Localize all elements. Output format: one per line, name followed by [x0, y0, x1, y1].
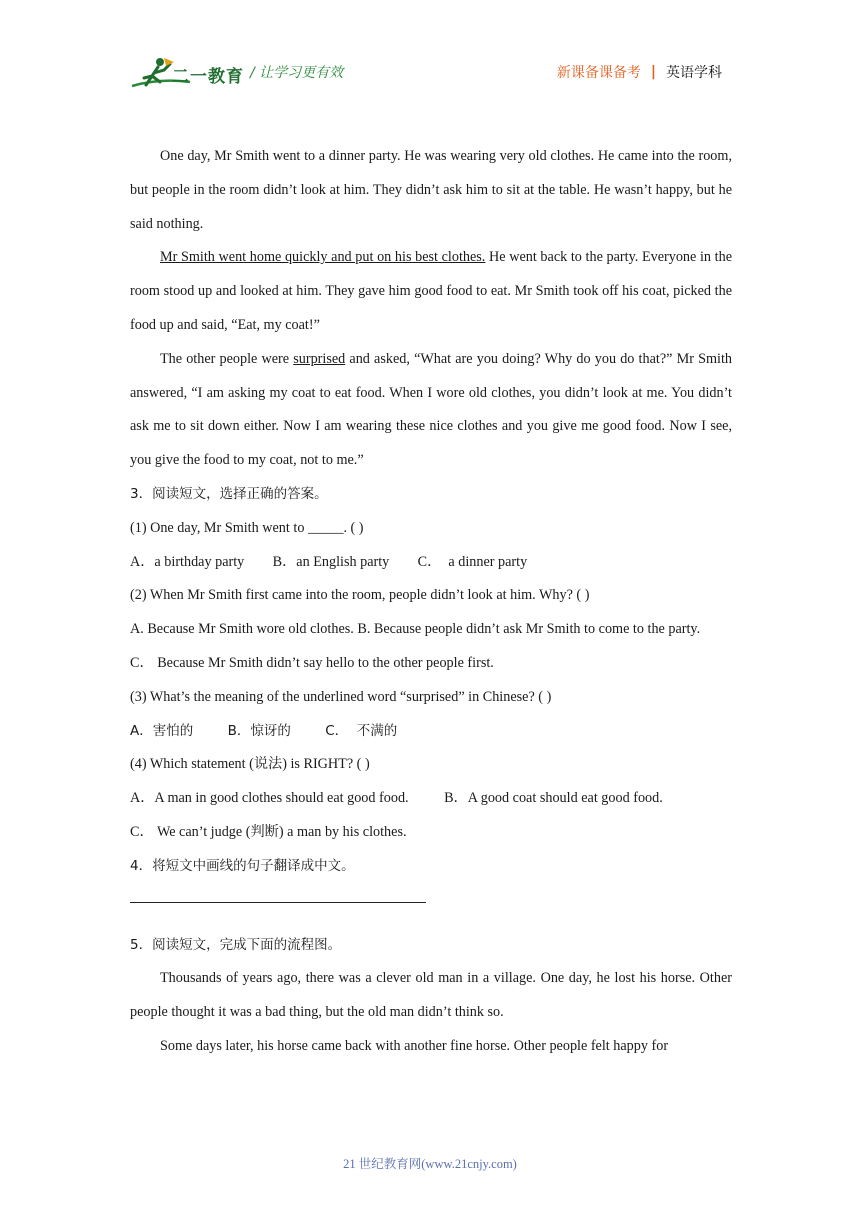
option-b: B．an English party: [272, 553, 390, 570]
slogan: / 让学习更有效: [250, 65, 344, 81]
question3-2-option-c: C． Because Mr Smith didn’t say hello to the other people first.: [130, 654, 494, 671]
page-footer: 21 世纪教育网(www.21cnjy.com): [343, 1157, 517, 1171]
header-course-label: 新课备课备考: [556, 65, 641, 81]
header-separator: |: [650, 64, 656, 80]
passage2-paragraph2: Some days later, his horse came back with another fine horse. Other people felt happy for: [160, 1037, 669, 1054]
option-c: C． a dinner party: [417, 553, 528, 570]
question3-3: (3) What’s the meaning of the underlined word “surprised” in Chinese? ( ): [130, 688, 552, 705]
document-body: [130, 140, 732, 1064]
option-b: B．惊讶的: [227, 722, 291, 739]
header-right: [557, 62, 722, 82]
paragraph2-rest: He went back to the party. Everyone in the room stood up and looked at him. They gave him good food to eat. Mr Smith took off his coat, picked the food up and said, “Eat, my coat!”: [130, 249, 732, 333]
option-a: A．A man in good clothes should eat good food.: [130, 790, 409, 807]
header-subject: 英语学科: [666, 65, 722, 81]
passage2-paragraph1: Thousands of years ago, there was a clever old man in a village. One day, he lost his horse. Other people thought it was a bad thing, but the old man didn’t think so.: [130, 970, 732, 1021]
paragraph3-end: and asked, “What are you doing? Why do you do that?” Mr Smith answered, “I am asking my coat to eat food. When I wore old clothes, you didn’t look at me. You didn’t ask me to sit down either. Now I am wearing these nice clothes and you give me good food. Now I see, you give the food to my coat, not to me.”: [130, 350, 732, 469]
underlined-sentence: Mr Smith went home quickly and put on his best clothes.: [160, 249, 486, 266]
question3-1: (1) One day, Mr Smith went to _____. ( ): [130, 519, 364, 536]
question5-title: 5．阅读短文，完成下面的流程图。: [130, 936, 342, 953]
option-b: B．A good coat should eat good food.: [444, 790, 663, 807]
question3-1-options: [130, 546, 732, 580]
passage1-paragraph2: [130, 241, 732, 342]
question3-4-option-c: C． We can’t judge (判断) a man by his clothes.: [130, 823, 407, 840]
option-a: A．害怕的: [130, 722, 194, 739]
question3-4: (4) Which statement (说法) is RIGHT? ( ): [130, 756, 370, 773]
passage1-paragraph1: One day, Mr Smith went to a dinner party. He was wearing very old clothes. He came into the room, but people in the room didn’t look at him. They didn’t ask him to sit at the table. He wasn’t happy, but he said nothing.: [130, 148, 732, 232]
page-header: [0, 0, 860, 110]
option-a: A．a birthday party: [130, 553, 245, 570]
paragraph3-start: The other people were: [160, 350, 294, 367]
question3-2-options-ab: A. Because Mr Smith wore old clothes. B. Because people didn’t ask Mr Smith to come to the party.: [130, 621, 701, 638]
passage1-paragraph3: [130, 343, 732, 478]
question3-2: (2) When Mr Smith first came into the room, people didn’t look at him. Why? ( ): [130, 587, 590, 604]
question4-title: 4．将短文中画线的句子翻译成中文。: [130, 857, 355, 874]
logo-text: 二一教育: [172, 67, 244, 87]
answer-line: [130, 902, 426, 903]
option-c: C． 不满的: [325, 722, 398, 739]
underlined-word: surprised: [293, 350, 346, 367]
question3-4-options: [130, 782, 732, 816]
question3-3-options: [130, 715, 732, 749]
question3-title: 3．阅读短文，选择正确的答案。: [130, 485, 328, 502]
